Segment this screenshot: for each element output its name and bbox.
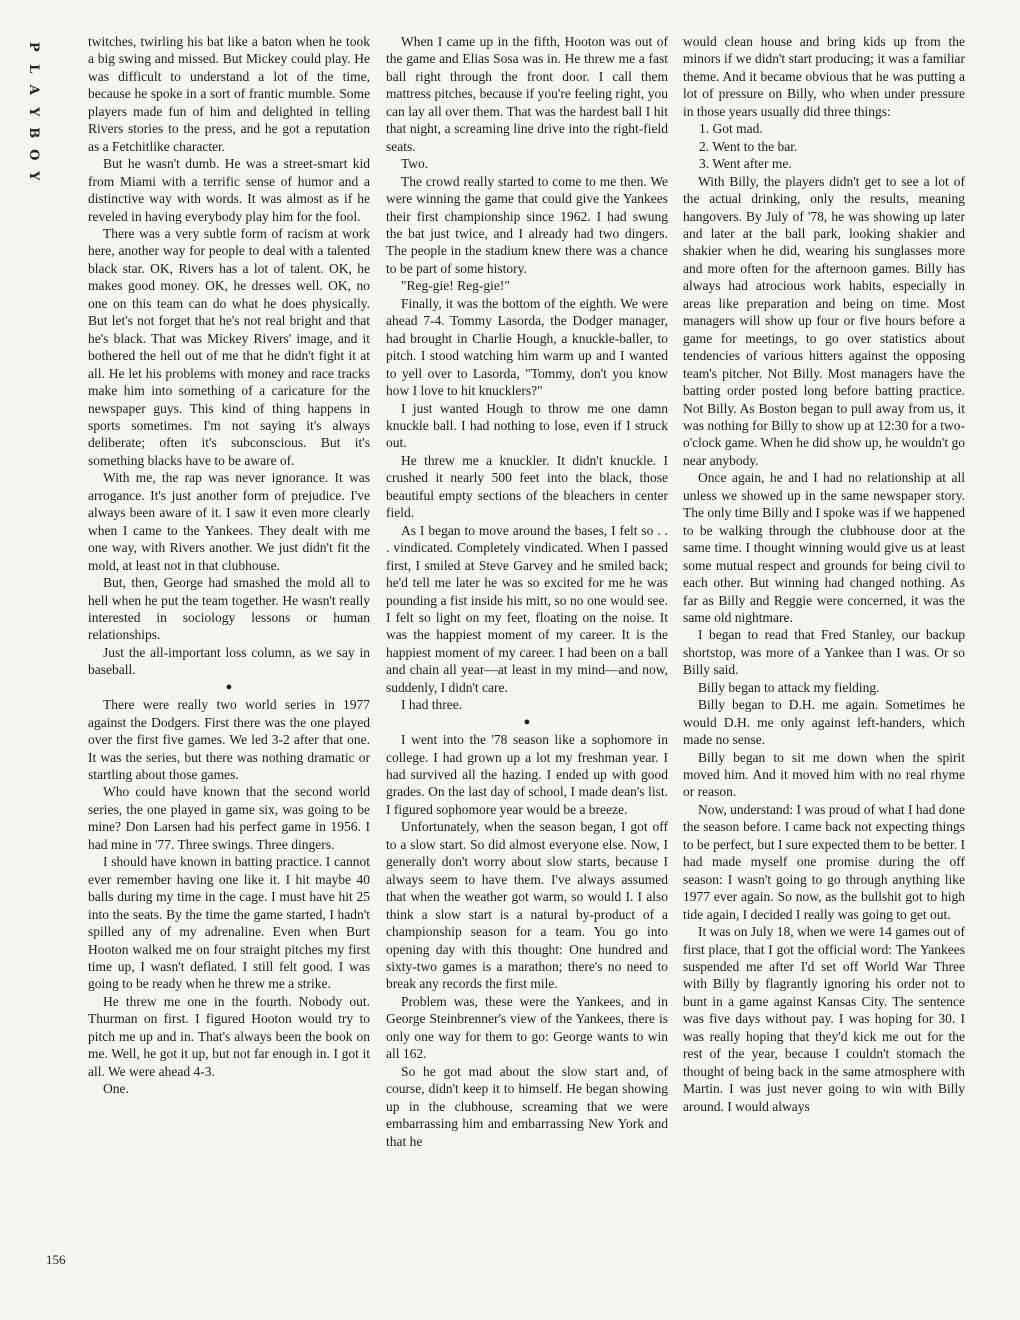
- text-column-2: [386, 33, 668, 1150]
- paragraph: Just the all-important loss column, as we say in baseball.: [88, 644, 370, 678]
- paragraph: I began to read that Fred Stanley, our backup shortstop, was more of a Yankee than I was. Or so Billy said.: [683, 627, 965, 678]
- paragraph: With me, the rap was never ignorance. It was arrogance. It's just another form of prejudice. I've always been aware of it. I saw it even more clearly when I came to the Yankees. They dealt with me one way, with Rivers another. We just didn't fit the mold, at least not in that clubhouse.: [88, 470, 370, 573]
- paragraph: Billy began to D.H. me again. Sometimes he would D.H. me only against left-handers, which made no sense.: [683, 697, 965, 748]
- magazine-name-letter: Y: [25, 106, 41, 116]
- list-item: 3. Went after me.: [699, 156, 792, 172]
- paragraph: twitches, twirling his bat like a baton when he took a big swing and missed. But Mickey could play. He was difficult to understand a lot of the time, because he spoke in a sort of frantic mumble. Some players made fun of him and delighted in telling Rivers stories to the press, and he got a reputation as a Fetchitlike character.: [88, 34, 370, 154]
- paragraph: So he got mad about the slow start and, of course, didn't keep it to himself. He began showing up in the clubhouse, screaming that we were embarrassing him and embarrassing New York and that he: [386, 1063, 668, 1149]
- paragraph: Who could have known that the second world series, the one played in game six, was going to be mine? Don Larsen had his perfect game in 1956. I had mine in '77. Three swings. Three dingers.: [88, 784, 370, 852]
- magazine-name-letter: L: [25, 63, 41, 73]
- page-number: 156: [46, 1252, 66, 1267]
- paragraph: He threw me one in the fourth. Nobody out. Thurman on first. I figured Hooton would try to pitch me up and in. That's always been the book on me. Well, he got it up, but not far enough in. I got it all. We were ahead 4-3.: [88, 993, 370, 1079]
- paragraph: would clean house and bring kids up from the minors if we didn't start producing; it was a familiar theme. And it became obvious that he was putting a lot of pressure on Billy, who when under pressure in those years usually did three things:: [683, 34, 965, 119]
- list-item: 2. Went to the bar.: [699, 138, 798, 154]
- paragraph: One.: [103, 1081, 129, 1097]
- section-separator-dot: ●: [225, 680, 233, 693]
- paragraph: I went into the '78 season like a sophomore in college. I had grown up a lot my freshman year. I had survived all the hazing. I ended up with good grades. On the last day of school, I made dean's list. I figured sophomore year would be a breeze.: [386, 732, 668, 817]
- paragraph: "Reg-gie! Reg-gie!": [401, 278, 510, 294]
- paragraph: Now, understand: I was proud of what I had done the season before. I came back not expecting things to be perfect, but I sure expected them to be better. I had made myself one promise during the off season: I wasn't going to go through anything like 1977 ever again. So now, as the bullshit got to high tide again, I decided I really was going to get out.: [683, 801, 965, 922]
- magazine-name-letter: B: [25, 127, 41, 139]
- text-column-1: [88, 33, 370, 1098]
- paragraph: When I came up in the fifth, Hooton was out of the game and Elias Sosa was in. He threw me a fast ball right through the front door. I call them mattress pitches, because if you're feeling right, you can lay all over them. That was the hardest ball I hit that night, a screaming line drive into the right-field seats.: [386, 34, 668, 154]
- paragraph: I just wanted Hough to throw me one damn knuckle ball. I had nothing to lose, even if I struck out.: [386, 400, 668, 451]
- paragraph: Billy began to sit me down when the spirit moved him. And it moved him with no real rhyme or reason.: [683, 749, 965, 800]
- paragraph: As I began to move around the bases, I felt so . . . vindicated. Completely vindicated. When I passed first, I smiled at Steve Garvey and he smiled back; he'd tell me later he was so excited for me he was pounding a fist inside his mitt, so no one would see. I felt so light on my feet, floating on the noise. It was the happiest moment of my career. It is the happiest moment of my career. I had been on a ball and chain all year—at least in my mind—and now, suddenly, I didn't care.: [386, 522, 668, 695]
- paragraph: But he wasn't dumb. He was a street-smart kid from Miami with a terrific sense of humor and a distinctive way with words. It was almost as if he reveled in having everybody play him for the fool.: [88, 156, 370, 224]
- section-separator-dot: ●: [523, 715, 531, 728]
- magazine-name-letter: A: [25, 84, 41, 95]
- list-item: 1. Got mad.: [699, 121, 763, 137]
- paragraph: There were really two world series in 1977 against the Dodgers. First there was the one played over the first five games. We led 3-2 after that one. It was the series, but there was nothing dramatic or startling about those games.: [88, 697, 370, 783]
- paragraph: There was a very subtle form of racism at work here, another way for people to deal with a talented black star. OK, Rivers has a lot of talent. OK, he makes good money. OK, he dresses well. OK, no one on this team can do what he does physically. But let's not forget that he's not real bright and that he's black. That was Mickey Rivers' image, and it bothered the hell out of me that he didn't fight it at all. He let his problems with money and race tracks make him into something of a caricature for the newspaper guys. This kind of thing happens in sports sometimes. I'm not saying it's always deliberate; often it's subconscious. But it's something blacks have to be aware of.: [88, 225, 370, 468]
- paragraph: With Billy, the players didn't get to see a lot of the actual drinking, only the results, meaning hangovers. By July of '78, he was showing up later and later at the ball park, looking shakier and shakier when he did, wearing his sunglasses more and more often for the afternoon games. Billy has always had atrocious work habits, especially in areas like preparation and being on time. Most managers will show up four or five hours before a game for meetings, to go over statistics about tendencies of various hitters against the opposing team's pitcher. Not Billy. Most managers have the batting order posted long before batting practice. Not Billy. As Boston began to pull away from us, it was nothing for Billy to show up at 12:30 for a two-o'clock game. When he did show up, he wouldn't go near anybody.: [683, 173, 965, 468]
- paragraph: Two.: [401, 156, 429, 172]
- paragraph: Finally, it was the bottom of the eighth. We were ahead 7-4. Tommy Lasorda, the Dodger manager, had brought in Charlie Hough, a knuckle-baller, to pitch. I stood watching him warm up and I wanted to yell over to Lasorda, "Tommy, don't you know how I love to hit knucklers?": [386, 295, 668, 399]
- paragraph: Billy began to attack my fielding.: [698, 679, 880, 695]
- paragraph: Unfortunately, when the season began, I got off to a slow start. So did almost everyone else. Now, I generally don't worry about slow starts, because I always seem to have them. I've always assumed that when the weather got warm, so would I. I also think a slow start is a natural by-product of a championship season for a team. You go into opening day with this thought: One hundred and sixty-two games is a marathon; there's no need to break any records the first mile.: [386, 819, 668, 992]
- paragraph: Problem was, these were the Yankees, and in George Steinbrenner's view of the Yankees, there is only one way for them to go: George wants to win all 162.: [386, 993, 668, 1062]
- magazine-name-letter: O: [25, 148, 41, 160]
- magazine-name-letter: Y: [25, 171, 41, 181]
- paragraph: The crowd really started to come to me then. We were winning the game that could give the Yankees their first championship since 1962. I had swung the bat just twice, and I already had two dingers. The people in the stadium knew there was a chance to be part of some history.: [386, 173, 668, 276]
- paragraph: I should have known in batting practice. I cannot ever remember having one like it. I hit maybe 40 balls during my time in the cage. I must have hit 25 into the seats. By the time the game started, I hadn't spilled any of my adrenaline. Even when Burt Hooton walked me on four straight pitches my first time up, I wasn't deflated. I still felt good. I was going to be ready when he threw me a strike.: [88, 854, 370, 992]
- paragraph: But, then, George had smashed the mold all to hell when he put the team together. He wasn't really interested in sociology lessons or human relationships.: [88, 575, 370, 643]
- paragraph: He threw me a knuckler. It didn't knuckle. I crushed it nearly 500 feet into the black, those beautiful empty sections of the bleachers in center field.: [386, 452, 668, 521]
- magazine-name-letter: P: [25, 41, 41, 52]
- paragraph: Once again, he and I had no relationship at all unless we showed up in the same newspaper story. The only time Billy and I spoke was if we happened to be walking through the clubhouse door at the same time. I thought winning would give us at least some mutual respect and grounds for being civil to each other. But winning had changed nothing. As far as Billy and Reggie were concerned, it was the same old nightmare.: [683, 470, 965, 625]
- paragraph: It was on July 18, when we were 14 games out of first place, that I got the official word: The Yankees suspended me after I'd set off World War Three with Billy by flagrantly ignoring his order not to bunt in a game against Kansas City. The sentence was five days without pay. I was hoping for 30. I was really hoping that they'd kick me out for the rest of the year, because I couldn't stomach the thought of being back in the same atmosphere with Martin. I was just never going to win with Billy around. I would always: [683, 924, 965, 1114]
- text-column-3: [683, 33, 965, 1115]
- paragraph: I had three.: [401, 697, 463, 713]
- magazine-name-vertical: [26, 36, 40, 187]
